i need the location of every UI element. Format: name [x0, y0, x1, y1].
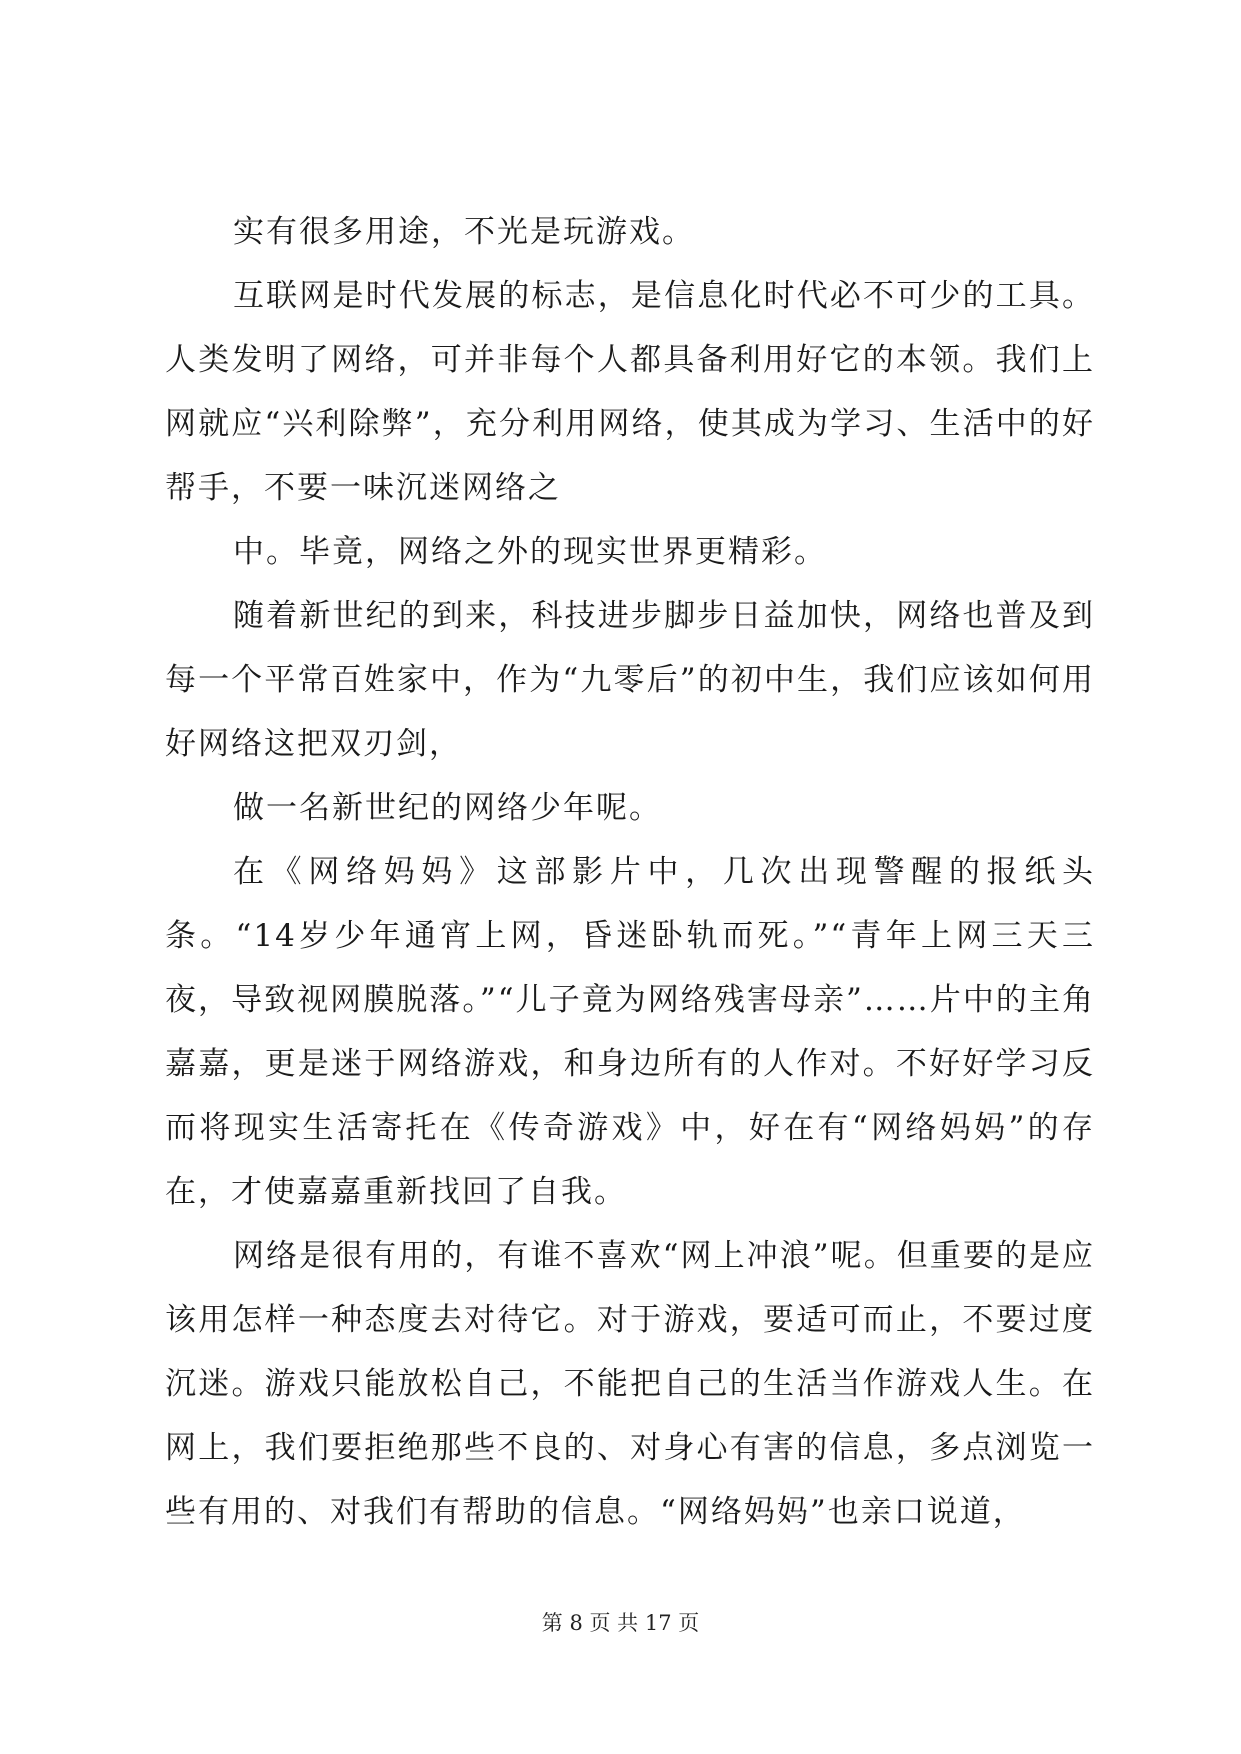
paragraph-3: 中。毕竟，网络之外的现实世界更精彩。 — [233, 534, 827, 570]
paragraph-4: 随着新世纪的到来，科技进步脚步日益加快，网络也普及到每一个平常百姓家中，作为“九零后”的初中生，我们应该如何用好网络这把双刃剑， — [165, 598, 1095, 762]
paragraph-7: 网络是很有用的，有谁不喜欢“网上冲浪”呢。但重要的是应该用怎样一种态度去对待它。对于游戏，要适可而止，不要过度沉迷。游戏只能放松自己，不能把自己的生活当作游戏人生。在网上，我们要拒绝那些不良的、对身心有害的信息，多点浏览一些有用的、对我们有帮助的信息。“网络妈妈”也亲口说道， — [165, 1238, 1095, 1530]
document-body — [165, 200, 1095, 1544]
paragraph-5: 做一名新世纪的网络少年呢。 — [233, 790, 662, 826]
paragraph-2: 互联网是时代发展的标志，是信息化时代必不可少的工具。人类发明了网络，可并非每个人都具备利用好它的本领。我们上网就应“兴利除弊”，充分利用网络，使其成为学习、生活中的好帮手，不要一味沉迷网络之 — [165, 278, 1095, 506]
paragraph-1: 实有很多用途，不光是玩游戏。 — [233, 214, 695, 250]
page-footer: 第 8 页 共 17 页 — [541, 1611, 700, 1635]
paragraph-6: 在《网络妈妈》这部影片中，几次出现警醒的报纸头条。“14岁少年通宵上网，昏迷卧轨而死。”“青年上网三天三夜，导致视网膜脱落。”“儿子竟为网络残害母亲”……片中的主角嘉嘉，更是迷于网络游戏，和身边所有的人作对。不好好学习反而将现实生活寄托在《传奇游戏》中，好在有“网络妈妈”的存在，才使嘉嘉重新找回了自我。 — [165, 854, 1095, 1210]
